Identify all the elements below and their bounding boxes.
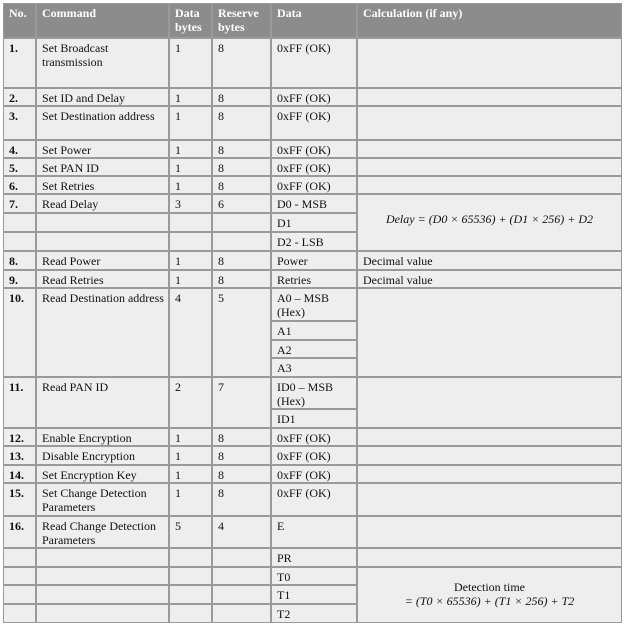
row-command: Read Destination address	[36, 288, 169, 377]
row-reserve-bytes: 4	[212, 516, 271, 548]
row-data: 0xFF (OK)	[271, 446, 357, 465]
row-reserve-bytes-empty	[212, 213, 271, 232]
row-reserve-bytes: 8	[212, 270, 271, 288]
row-no: 6.	[3, 176, 36, 194]
row-no: 13.	[3, 446, 36, 465]
header-calculation: Calculation (if any)	[357, 3, 622, 38]
row-data: Power	[271, 251, 357, 270]
row-data-bytes-empty	[169, 232, 212, 251]
row-command: Read Change Detection Parameters	[36, 516, 169, 548]
row-reserve-bytes: 8	[212, 88, 271, 106]
row-calc	[357, 428, 622, 446]
row-data: D2 - LSB	[271, 232, 357, 251]
row-data: 0xFF (OK)	[271, 106, 357, 140]
row-data-bytes: 1	[169, 106, 212, 140]
row-reserve-bytes-empty	[212, 232, 271, 251]
row-no: 5.	[3, 158, 36, 176]
row-command-empty	[36, 548, 169, 567]
row-no: 11.	[3, 377, 36, 428]
row-calc	[357, 140, 622, 158]
row-command: Set Power	[36, 140, 169, 158]
row-no-empty	[3, 232, 36, 251]
row-data-bytes: 1	[169, 428, 212, 446]
row-data-bytes: 1	[169, 38, 212, 88]
row-no-empty	[3, 604, 36, 623]
row-command: Read Power	[36, 251, 169, 270]
row-calc	[357, 106, 622, 140]
row-command-empty	[36, 567, 169, 585]
row-reserve-bytes: 8	[212, 176, 271, 194]
row-no: 12.	[3, 428, 36, 446]
row-no: 10.	[3, 288, 36, 377]
row-calc	[357, 548, 622, 567]
row-no-empty	[3, 548, 36, 567]
row-reserve-bytes: 8	[212, 465, 271, 483]
row-reserve-bytes-empty	[212, 567, 271, 585]
row-calc	[357, 483, 622, 516]
row-data-bytes: 2	[169, 377, 212, 428]
row-data-bytes: 1	[169, 140, 212, 158]
row-reserve-bytes: 8	[212, 38, 271, 88]
row-calc	[357, 158, 622, 176]
row-data: A2	[271, 340, 357, 358]
row-calc	[357, 465, 622, 483]
row-reserve-bytes: 5	[212, 288, 271, 377]
row-reserve-bytes-empty	[212, 548, 271, 567]
row-no: 14.	[3, 465, 36, 483]
header-reserve-bytes: Reserve bytes	[212, 3, 271, 38]
detection-time-expression: = (T0 × 65536) + (T1 × 256) + T2	[404, 594, 575, 608]
row-data: 0xFF (OK)	[271, 38, 357, 88]
row-data: D1	[271, 213, 357, 232]
row-command-empty	[36, 213, 169, 232]
row-data: ID1	[271, 409, 357, 428]
row-calc	[357, 38, 622, 88]
row-command: Set Retries	[36, 176, 169, 194]
row-data-bytes: 1	[169, 270, 212, 288]
row-no: 2.	[3, 88, 36, 106]
row-data: 0xFF (OK)	[271, 88, 357, 106]
row-no-empty	[3, 585, 36, 604]
row-data-bytes: 1	[169, 88, 212, 106]
row-no-empty	[3, 567, 36, 585]
row-reserve-bytes-empty	[212, 604, 271, 623]
row-no: 15.	[3, 483, 36, 516]
row-command: Set Destination address	[36, 106, 169, 140]
row-calc	[357, 446, 622, 465]
row-calc: Decimal value	[357, 270, 622, 288]
row-calc	[357, 176, 622, 194]
row-data: T1	[271, 585, 357, 604]
row-data-bytes: 1	[169, 465, 212, 483]
row-reserve-bytes: 8	[212, 446, 271, 465]
row-data: 0xFF (OK)	[271, 483, 357, 516]
row-data: 0xFF (OK)	[271, 140, 357, 158]
row-data-bytes: 1	[169, 483, 212, 516]
row-command-empty	[36, 585, 169, 604]
row-command-empty	[36, 604, 169, 623]
row-data: 0xFF (OK)	[271, 176, 357, 194]
row-command: Set ID and Delay	[36, 88, 169, 106]
row-data: 0xFF (OK)	[271, 428, 357, 446]
row-command: Read PAN ID	[36, 377, 169, 428]
row-no-empty	[3, 213, 36, 232]
delay-formula: Delay = (D0 × 65536) + (D1 × 256) + D2	[357, 194, 622, 251]
row-reserve-bytes: 8	[212, 158, 271, 176]
row-command: Set Broadcast transmission	[36, 38, 169, 88]
row-data-bytes: 5	[169, 516, 212, 548]
row-data: Retries	[271, 270, 357, 288]
row-reserve-bytes: 8	[212, 483, 271, 516]
row-data-bytes: 4	[169, 288, 212, 377]
header-data: Data	[271, 3, 357, 38]
row-data: ID0 – MSB (Hex)	[271, 377, 357, 409]
row-data-bytes-empty	[169, 567, 212, 585]
row-data-bytes: 1	[169, 446, 212, 465]
row-no: 1.	[3, 38, 36, 88]
row-data: A3	[271, 358, 357, 377]
row-data: A0 – MSB (Hex)	[271, 288, 357, 321]
row-data: T0	[271, 567, 357, 585]
row-no: 7.	[3, 194, 36, 213]
row-no: 8.	[3, 251, 36, 270]
command-table	[3, 3, 622, 623]
header-command: Command	[36, 3, 169, 38]
row-reserve-bytes: 8	[212, 428, 271, 446]
row-no: 16.	[3, 516, 36, 548]
header-no: No.	[3, 3, 36, 38]
row-data: 0xFF (OK)	[271, 158, 357, 176]
row-data-bytes: 1	[169, 251, 212, 270]
detection-time-formula	[357, 567, 622, 623]
row-calc: Decimal value	[357, 251, 622, 270]
row-calc	[357, 88, 622, 106]
row-data-bytes: 1	[169, 158, 212, 176]
row-data: E	[271, 516, 357, 548]
row-data-bytes-empty	[169, 548, 212, 567]
header-data-bytes: Data bytes	[169, 3, 212, 38]
row-reserve-bytes: 7	[212, 377, 271, 428]
row-command: Enable Encryption	[36, 428, 169, 446]
row-command: Read Delay	[36, 194, 169, 213]
row-data-bytes-empty	[169, 604, 212, 623]
row-reserve-bytes: 8	[212, 106, 271, 140]
row-calc	[357, 288, 622, 377]
row-data-bytes: 1	[169, 176, 212, 194]
row-command: Set Change Detection Parameters	[36, 483, 169, 516]
row-data: T2	[271, 604, 357, 623]
detection-time-label: Detection time	[454, 580, 525, 594]
row-command: Disable Encryption	[36, 446, 169, 465]
row-reserve-bytes: 8	[212, 140, 271, 158]
row-command: Set PAN ID	[36, 158, 169, 176]
row-data: PR	[271, 548, 357, 567]
row-reserve-bytes: 8	[212, 251, 271, 270]
row-data: 0xFF (OK)	[271, 465, 357, 483]
row-command: Set Encryption Key	[36, 465, 169, 483]
row-no: 9.	[3, 270, 36, 288]
row-command-empty	[36, 232, 169, 251]
row-command: Read Retries	[36, 270, 169, 288]
row-reserve-bytes-empty	[212, 585, 271, 604]
row-data-bytes-empty	[169, 213, 212, 232]
row-calc	[357, 516, 622, 548]
row-reserve-bytes: 6	[212, 194, 271, 213]
row-no: 3.	[3, 106, 36, 140]
row-no: 4.	[3, 140, 36, 158]
row-data-bytes-empty	[169, 585, 212, 604]
row-data-bytes: 3	[169, 194, 212, 213]
row-calc	[357, 377, 622, 428]
row-data: D0 - MSB	[271, 194, 357, 213]
row-data: A1	[271, 321, 357, 340]
